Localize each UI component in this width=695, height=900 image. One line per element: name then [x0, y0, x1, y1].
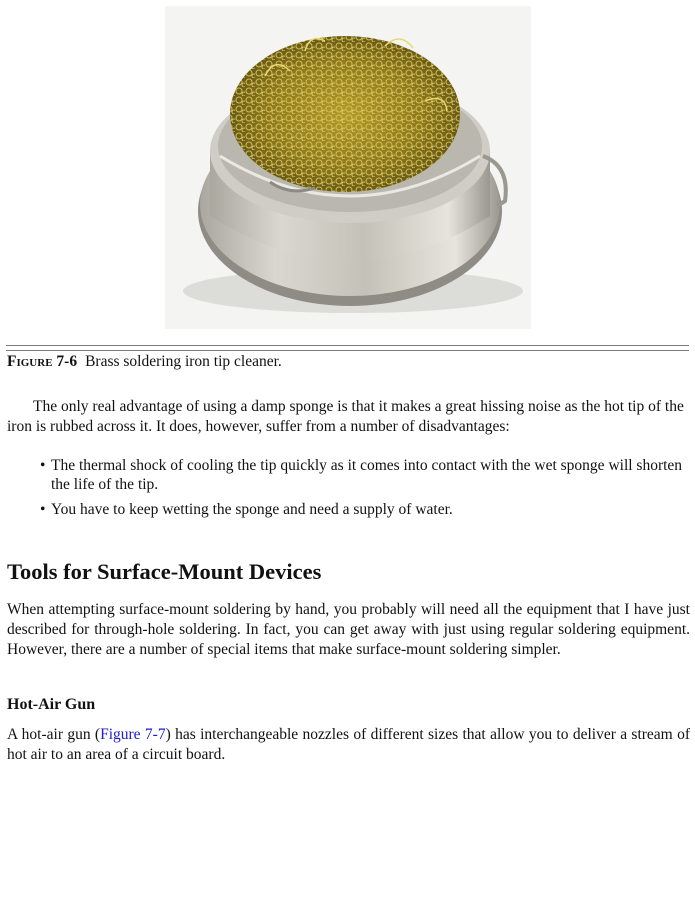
brass-tip-cleaner-image [165, 6, 531, 329]
figure-label: Figure 7-6 [7, 353, 78, 370]
figure-7-7-link[interactable]: Figure 7-7 [100, 726, 166, 743]
figure-caption [7, 352, 282, 372]
disadvantages-list [40, 456, 690, 525]
section-heading: Tools for Surface-Mount Devices [7, 559, 322, 584]
caption-divider [6, 345, 689, 351]
list-item: • You have to keep wetting the sponge and need a supply of water. [40, 501, 453, 518]
paragraph-hot-air-gun: A hot-air gun (Figure 7-7) has interchangeable nozzles of different sizes that allow you to deliver a stream of hot air to an area of a circuit board. [7, 726, 690, 763]
subsection-heading: Hot-Air Gun [7, 696, 96, 713]
paragraph-surface-mount: When attempting surface-mount soldering by hand, you probably will need all the equipment that I have just described for through-hole soldering. In fact, you can get away with just using regular soldering equipment. However, there are a number of special items that make surface-mount soldering simpler. [7, 601, 690, 658]
list-item: • The thermal shock of cooling the tip quickly as it comes into contact with the wet sponge will shorten the life of the tip. [40, 457, 683, 493]
figure-caption-text: Brass soldering iron tip cleaner. [85, 353, 282, 370]
paragraph-sponge: The only real advantage of using a damp sponge is that it makes a great hissing noise as the hot tip of the iron is rubbed across it. It does, however, suffer from a number of disadvantages: [7, 398, 684, 435]
figure-photo [165, 6, 531, 329]
